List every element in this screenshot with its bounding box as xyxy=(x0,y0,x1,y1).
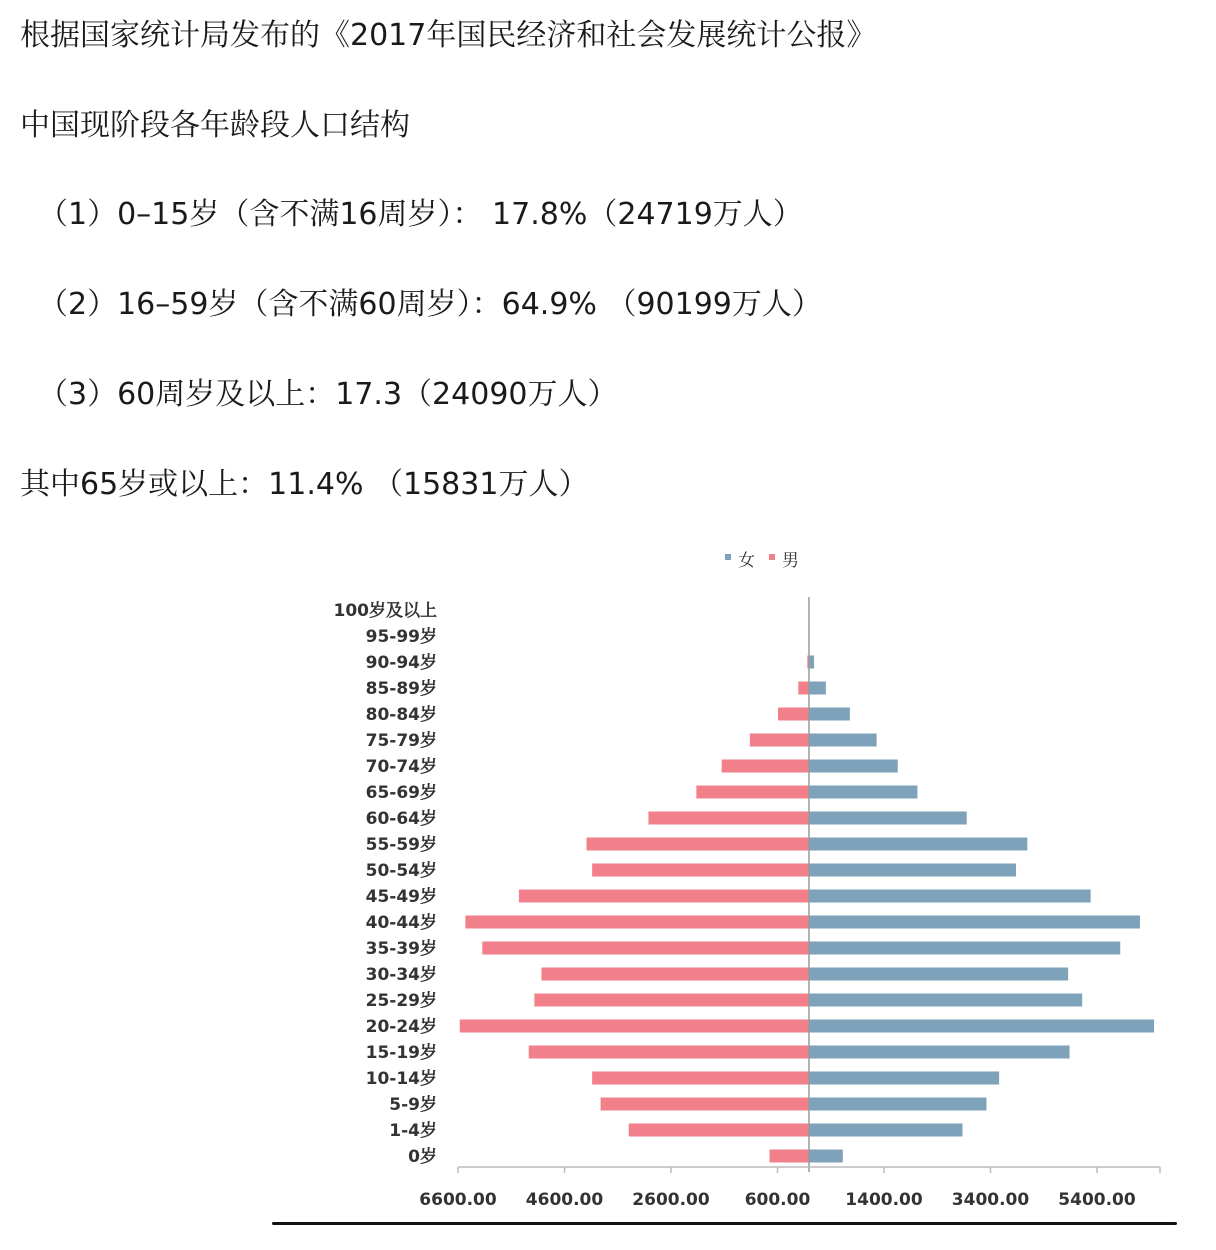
x-tick-label: 1400.00 xyxy=(845,1190,923,1210)
bar-male xyxy=(541,968,809,981)
category-label: 30-34岁 xyxy=(365,965,437,985)
article-line-source: 根据国家统计局发布的《2017年国民经济和社会发展统计公报》 xyxy=(20,18,877,53)
bar-male xyxy=(778,708,809,721)
x-tick-label: 6600.00 xyxy=(419,1190,497,1210)
bar-male xyxy=(798,682,809,695)
category-label: 45-49岁 xyxy=(365,887,437,907)
bar-female xyxy=(809,1046,1070,1059)
article-line-age-0-15: （1）0–15岁（含不满16周岁）： 17.8%（24719万人） xyxy=(38,197,803,232)
bar-male xyxy=(750,734,809,747)
bar-female xyxy=(809,708,850,721)
category-label: 80-84岁 xyxy=(365,705,437,725)
category-label: 50-54岁 xyxy=(365,861,437,881)
category-label: 90-94岁 xyxy=(365,653,437,673)
category-label: 55-59岁 xyxy=(365,835,437,855)
legend-swatch-male xyxy=(769,554,775,560)
category-label: 95-99岁 xyxy=(365,627,437,647)
category-label: 40-44岁 xyxy=(365,913,437,933)
bar-female xyxy=(809,942,1120,955)
bar-female xyxy=(809,838,1027,851)
article-line-heading: 中国现阶段各年龄段人口结构 xyxy=(20,108,410,143)
bar-female xyxy=(809,812,967,825)
category-label: 65-69岁 xyxy=(365,783,437,803)
population-pyramid-chart xyxy=(0,530,1216,1220)
category-label: 5-9岁 xyxy=(389,1095,437,1115)
bar-male xyxy=(534,994,809,1007)
bar-male xyxy=(519,890,809,903)
bar-female xyxy=(809,1124,963,1137)
bar-male xyxy=(460,1020,809,1033)
category-label: 1-4岁 xyxy=(389,1121,437,1141)
bar-male xyxy=(648,812,809,825)
category-label: 25-29岁 xyxy=(365,991,437,1011)
article-line-age-60-plus: （3）60周岁及以上：17.3（24090万人） xyxy=(38,377,618,412)
bar-male xyxy=(722,760,809,773)
bar-female xyxy=(809,994,1082,1007)
legend-label-female: 女 xyxy=(738,551,755,571)
chart-legend xyxy=(725,551,799,571)
bar-male xyxy=(601,1098,809,1111)
bar-female xyxy=(809,916,1140,929)
bar-female xyxy=(809,1072,999,1085)
article-line-age-65-plus: 其中65岁或以上：11.4% （15831万人） xyxy=(20,467,589,502)
bar-female xyxy=(809,760,898,773)
bar-female xyxy=(809,682,826,695)
bar-male xyxy=(696,786,809,799)
legend-label-male: 男 xyxy=(782,551,799,571)
bar-male xyxy=(592,1072,809,1085)
x-tick-label: 600.00 xyxy=(744,1190,811,1210)
bar-male xyxy=(529,1046,809,1059)
bar-female xyxy=(809,968,1068,981)
bar-female xyxy=(809,890,1091,903)
bar-male xyxy=(629,1124,809,1137)
x-tick-label: 3400.00 xyxy=(951,1190,1030,1210)
chart-bottom-rule xyxy=(272,1222,1177,1225)
x-tick-label: 5400.00 xyxy=(1058,1190,1136,1210)
bar-male xyxy=(592,864,809,877)
bar-female xyxy=(809,1098,986,1111)
category-label: 100岁及以上 xyxy=(333,601,437,621)
bar-female xyxy=(809,1150,843,1163)
article-line-age-16-59: （2）16–59岁（含不满60周岁）：64.9% （90199万人） xyxy=(38,287,822,322)
chart-x-axis xyxy=(419,597,1160,1210)
bar-female xyxy=(809,864,1016,877)
legend-swatch-female xyxy=(725,554,731,560)
category-label: 70-74岁 xyxy=(365,757,437,777)
bar-female xyxy=(809,786,917,799)
chart-bars xyxy=(460,630,1154,1163)
x-tick-label: 2600.00 xyxy=(632,1190,710,1210)
bar-female xyxy=(809,656,814,669)
bar-female xyxy=(809,1020,1154,1033)
category-label: 85-89岁 xyxy=(365,679,437,699)
chart-category-labels xyxy=(334,600,438,1167)
category-label: 10-14岁 xyxy=(365,1069,437,1089)
bar-male xyxy=(586,838,809,851)
category-label: 20-24岁 xyxy=(365,1017,437,1037)
category-label: 75-79岁 xyxy=(365,731,437,751)
x-tick-label: 4600.00 xyxy=(525,1190,604,1210)
category-label: 60-64岁 xyxy=(365,809,437,829)
category-label: 0岁 xyxy=(408,1147,437,1167)
bar-male xyxy=(465,916,809,929)
bar-male xyxy=(770,1150,809,1163)
category-label: 35-39岁 xyxy=(365,939,437,959)
bar-male xyxy=(482,942,809,955)
category-label: 15-19岁 xyxy=(365,1043,437,1063)
bar-female xyxy=(809,734,877,747)
